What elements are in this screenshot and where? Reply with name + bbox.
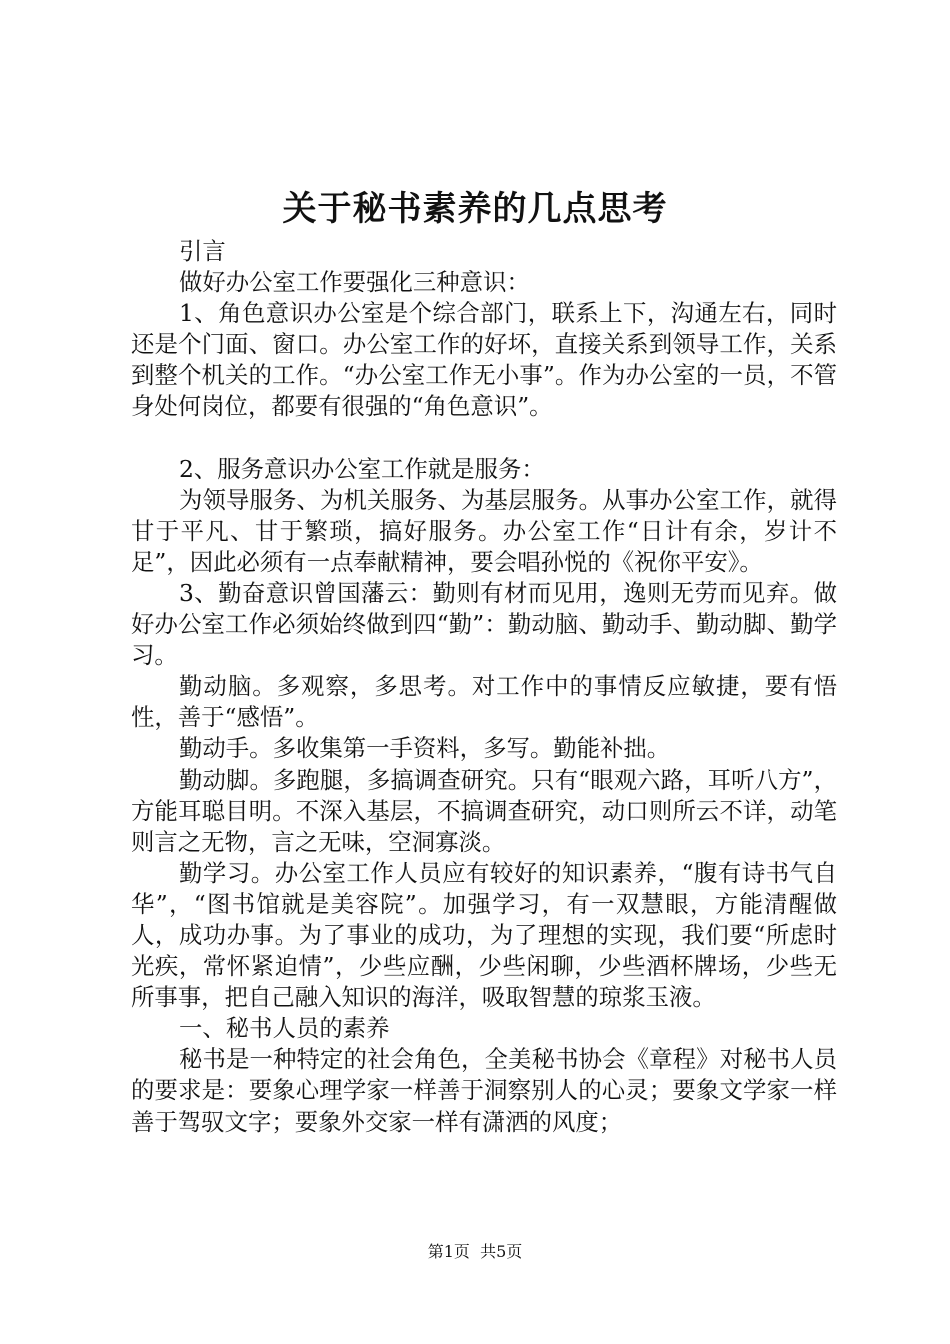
paragraph-study: 勤学习。办公室工作人员应有较好的知识素养，“腹有诗书气自华”，“图书馆就是美容院”。加强学习，有一双慧眼，方能清醒做人，成功办事。为了事业的成功，为了理想的实现，我们要“所虑时光疾，常怀紧迫情”，少些应酬，少些闲聊，少些酒杯牌场，少些无所事事，把自己融入知识的海洋，吸取智慧的琼浆玉液。 (131, 858, 837, 1012)
paragraph-use-brain: 勤动脑。多观察，多思考。对工作中的事情反应敏捷，要有悟性，善于“感悟”。 (131, 672, 837, 732)
paragraph-service-awareness: 2、服务意识办公室工作就是服务： (179, 454, 545, 483)
paragraph-role-awareness: 1、角色意识办公室是个综合部门，联系上下，沟通左右，同时还是个门面、窗口。办公室工作的好坏，直接关系到领导工作，关系到整个机关的工作。“办公室工作无小事”。作为办公室的一员，不管身处何岗位，都要有很强的“角色意识”。 (131, 299, 837, 421)
paragraph-service-detail: 为领导服务、为机关服务、为基层服务。从事办公室工作，就得甘于平凡、甘于繁琐，搞好服务。办公室工作“日计有余，岁计不足”，因此必须有一点奉献精神，要会唱孙悦的《祝你平安》。 (131, 485, 837, 576)
page-number-footer: 第1页 共5页 (427, 1242, 523, 1261)
paragraph-three-awareness: 做好办公室工作要强化三种意识： (179, 268, 530, 297)
section-heading-secretary-literacy: 一、秘书人员的素养 (179, 1014, 390, 1043)
document-body (131, 236, 837, 1138)
paragraph-use-hands: 勤动手。多收集第一手资料，多写。勤能补拙。 (179, 734, 671, 763)
paragraph-secretary-role: 秘书是一种特定的社会角色，全美秘书协会《章程》对秘书人员的要求是：要象心理学家一样善于洞察别人的心灵；要象文学家一样善于驾驭文字；要象外交家一样有潇洒的风度； (131, 1045, 837, 1136)
paragraph-intro-heading: 引言 (179, 237, 226, 265)
paragraph-diligence-awareness: 3、勤奋意识曾国藩云：勤则有材而见用，逸则无劳而见弃。做好办公室工作必须始终做到四“勤”：勤动脑、勤动手、勤动脚、勤学习。 (131, 578, 837, 670)
paragraph-use-feet: 勤动脚。多跑腿，多搞调查研究。只有“眼观六路，耳听八方”，方能耳聪目明。不深入基层，不搞调查研究，动口则所云不详，动笔则言之无物，言之无味，空洞寡淡。 (131, 765, 837, 856)
document-title: 关于秘书素养的几点思考 (282, 189, 668, 229)
